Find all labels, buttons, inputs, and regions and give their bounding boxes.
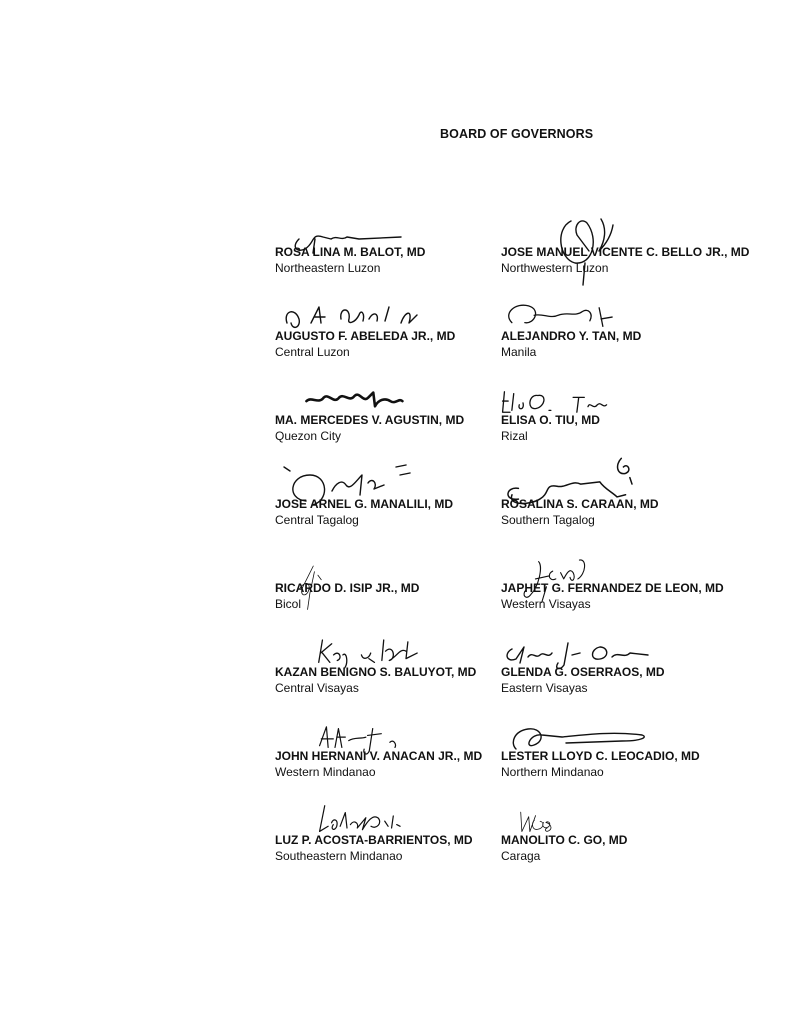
governor-region: Northern Mindanao	[501, 765, 604, 779]
governor-region: Caraga	[501, 849, 541, 863]
governor-region: Northeastern Luzon	[275, 261, 381, 275]
page-title: BOARD OF GOVERNORS	[440, 127, 594, 141]
governor-name: JAPHET G. FERNANDEZ DE LEON, MD	[501, 581, 724, 595]
governor-entry	[501, 329, 791, 369]
governor-region: Manila	[501, 345, 537, 359]
governor-name: LUZ P. ACOSTA-BARRIENTOS, MD	[275, 833, 473, 847]
governor-entry	[501, 749, 791, 789]
governor-region: Bicol	[275, 597, 302, 611]
governor-entry	[501, 497, 791, 537]
governor-entry	[501, 245, 791, 285]
governor-name: MA. MERCEDES V. AGUSTIN, MD	[275, 413, 465, 427]
governor-name: ELISA O. TIU, MD	[501, 413, 600, 427]
governor-region: Southern Tagalog	[501, 513, 595, 527]
governor-region: Quezon City	[275, 429, 342, 443]
governor-region: Central Tagalog	[275, 513, 359, 527]
governor-region: Northwestern Luzon	[501, 261, 609, 275]
governor-entry	[501, 413, 791, 453]
governor-entry	[501, 581, 791, 621]
governor-name: AUGUSTO F. ABELEDA JR., MD	[275, 329, 456, 343]
governor-name: RICARDO D. ISIP JR., MD	[275, 581, 420, 595]
governor-region: Eastern Visayas	[501, 681, 588, 695]
governor-region: Southeastern Mindanao	[275, 849, 403, 863]
governor-region: Rizal	[501, 429, 528, 443]
governor-name: ALEJANDRO Y. TAN, MD	[501, 329, 642, 343]
governor-entry	[501, 665, 791, 705]
governor-region: Western Visayas	[501, 597, 591, 611]
governor-name: LESTER LLOYD C. LEOCADIO, MD	[501, 749, 700, 763]
governor-entry	[501, 833, 791, 873]
governor-name: ROSALINA S. CARAAN, MD	[501, 497, 659, 511]
governor-region: Western Mindanao	[275, 765, 376, 779]
governor-name: JOSE MANUEL VICENTE C. BELLO JR., MD	[501, 245, 750, 259]
governor-name: MANOLITO C. GO, MD	[501, 833, 628, 847]
governor-name: JOSE ARNEL G. MANALILI, MD	[275, 497, 454, 511]
governor-name: KAZAN BENIGNO S. BALUYOT, MD	[275, 665, 477, 679]
governor-name: GLENDA G. OSERRAOS, MD	[501, 665, 665, 679]
governor-name: JOHN HERNANI V. ANACAN JR., MD	[275, 749, 483, 763]
governor-region: Central Visayas	[275, 681, 359, 695]
governor-region: Central Luzon	[275, 345, 350, 359]
governor-name: ROSA LINA M. BALOT, MD	[275, 245, 426, 259]
